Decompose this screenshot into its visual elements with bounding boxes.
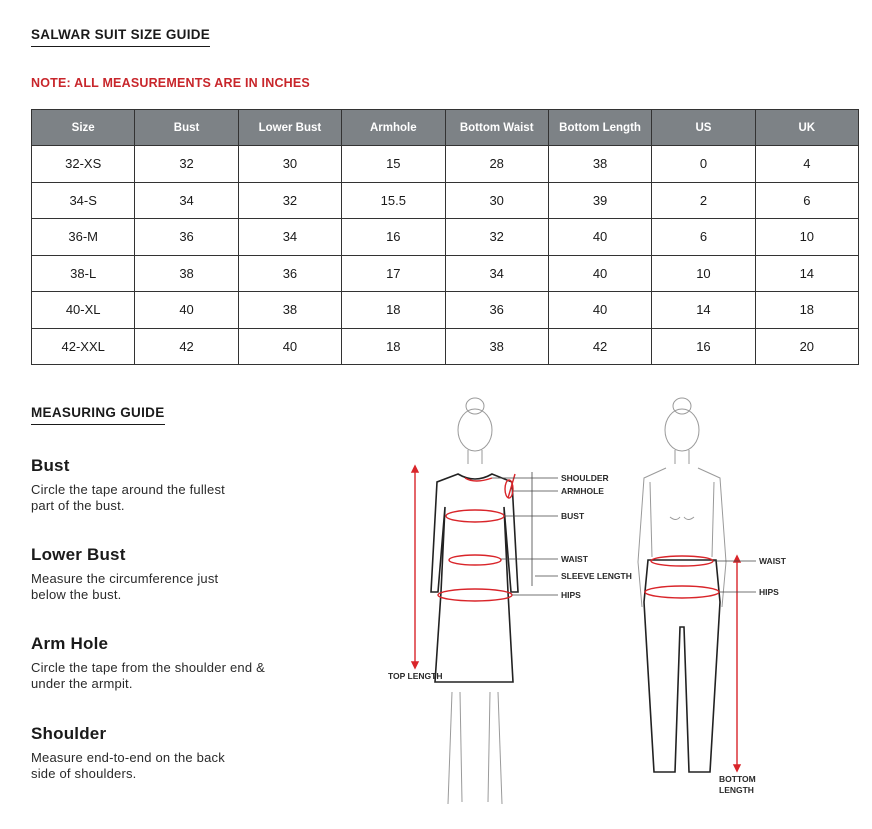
kurta-outline xyxy=(431,474,518,682)
table-cell: 36 xyxy=(445,292,548,329)
left-leader-lines xyxy=(492,472,558,595)
table-cell: 32 xyxy=(238,182,341,219)
pants-outline xyxy=(644,560,720,772)
guide-item-bust xyxy=(31,456,351,514)
header-size: Size xyxy=(32,110,135,146)
guide-item-title: Arm Hole xyxy=(31,634,109,653)
table-cell: 6 xyxy=(755,182,858,219)
label-bottom-length-1: BOTTOM xyxy=(719,774,756,784)
table-cell: 10 xyxy=(652,255,755,292)
table-cell: 38 xyxy=(238,292,341,329)
label-top-length: TOP LENGTH xyxy=(388,671,443,681)
table-cell: 38-L xyxy=(32,255,135,292)
measurement-note: NOTE: ALL MEASUREMENTS ARE IN INCHES xyxy=(31,76,310,90)
table-cell: 36 xyxy=(135,219,238,256)
table-cell: 40 xyxy=(548,255,651,292)
guide-item-title: Lower Bust xyxy=(31,545,126,564)
header-us: US xyxy=(652,110,755,146)
size-chart-table xyxy=(31,109,859,365)
label-sleeve-length: SLEEVE LENGTH xyxy=(561,571,632,581)
figure-right-illustration xyxy=(638,398,726,607)
table-cell: 32 xyxy=(135,146,238,183)
header-bottom-waist: Bottom Waist xyxy=(445,110,548,146)
table-cell: 10 xyxy=(755,219,858,256)
table-row xyxy=(32,182,859,219)
table-cell: 14 xyxy=(652,292,755,329)
label-armhole: ARMHOLE xyxy=(561,486,604,496)
table-row xyxy=(32,255,859,292)
table-cell: 34 xyxy=(135,182,238,219)
table-cell: 30 xyxy=(238,146,341,183)
label-waist-right: WAIST xyxy=(759,556,786,566)
table-cell: 15 xyxy=(342,146,445,183)
header-bottom-length: Bottom Length xyxy=(548,110,651,146)
table-cell: 34 xyxy=(445,255,548,292)
table-cell: 36 xyxy=(238,255,341,292)
header-lower-bust: Lower Bust xyxy=(238,110,341,146)
table-cell: 16 xyxy=(342,219,445,256)
page-title: SALWAR SUIT SIZE GUIDE xyxy=(31,27,210,47)
table-cell: 34-S xyxy=(32,182,135,219)
table-row xyxy=(32,146,859,183)
table-cell: 28 xyxy=(445,146,548,183)
guide-item-lower-bust xyxy=(31,545,351,603)
table-cell: 42 xyxy=(135,328,238,365)
table-cell: 38 xyxy=(548,146,651,183)
table-cell: 4 xyxy=(755,146,858,183)
table-cell: 40 xyxy=(238,328,341,365)
guide-item-title: Shoulder xyxy=(31,724,107,743)
guide-item-arm-hole xyxy=(31,634,351,692)
table-cell: 2 xyxy=(652,182,755,219)
table-cell: 30 xyxy=(445,182,548,219)
table-cell: 42 xyxy=(548,328,651,365)
table-cell: 39 xyxy=(548,182,651,219)
right-measure-lines xyxy=(645,556,740,771)
table-header-row xyxy=(32,110,859,146)
table-cell: 17 xyxy=(342,255,445,292)
table-cell: 40-XL xyxy=(32,292,135,329)
guide-item-text: Circle the tape around the fullest part of the bust. xyxy=(31,482,225,513)
label-hips: HIPS xyxy=(561,590,581,600)
table-cell: 20 xyxy=(755,328,858,365)
header-bust: Bust xyxy=(135,110,238,146)
table-cell: 36-M xyxy=(32,219,135,256)
guide-item-text: Measure end-to-end on the back side of shoulders. xyxy=(31,750,225,781)
table-cell: 38 xyxy=(445,328,548,365)
table-cell: 42-XXL xyxy=(32,328,135,365)
guide-item-text: Circle the tape from the shoulder end & under the armpit. xyxy=(31,660,265,691)
table-cell: 14 xyxy=(755,255,858,292)
table-cell: 32 xyxy=(445,219,548,256)
table-cell: 38 xyxy=(135,255,238,292)
right-leader-lines xyxy=(713,561,756,592)
guide-item-shoulder xyxy=(31,724,351,782)
measurement-diagram xyxy=(380,392,800,812)
label-bust: BUST xyxy=(561,511,585,521)
header-armhole: Armhole xyxy=(342,110,445,146)
table-cell: 16 xyxy=(652,328,755,365)
table-cell: 40 xyxy=(548,292,651,329)
label-hips-right: HIPS xyxy=(759,587,779,597)
table-cell: 40 xyxy=(548,219,651,256)
guide-item-title: Bust xyxy=(31,456,70,475)
table-cell: 18 xyxy=(342,292,445,329)
left-measure-lines xyxy=(412,466,515,668)
table-cell: 0 xyxy=(652,146,755,183)
table-cell: 15.5 xyxy=(342,182,445,219)
table-cell: 34 xyxy=(238,219,341,256)
table-cell: 32-XS xyxy=(32,146,135,183)
table-cell: 18 xyxy=(342,328,445,365)
table-row xyxy=(32,328,859,365)
table-cell: 6 xyxy=(652,219,755,256)
measuring-guide-heading: MEASURING GUIDE xyxy=(31,405,165,425)
table-cell: 40 xyxy=(135,292,238,329)
table-row xyxy=(32,292,859,329)
table-row xyxy=(32,219,859,256)
table-cell: 18 xyxy=(755,292,858,329)
header-uk: UK xyxy=(755,110,858,146)
label-waist: WAIST xyxy=(561,554,588,564)
guide-item-text: Measure the circumference just below the bust. xyxy=(31,571,219,602)
label-shoulder: SHOULDER xyxy=(561,473,609,483)
label-bottom-length-2: LENGTH xyxy=(719,785,754,795)
